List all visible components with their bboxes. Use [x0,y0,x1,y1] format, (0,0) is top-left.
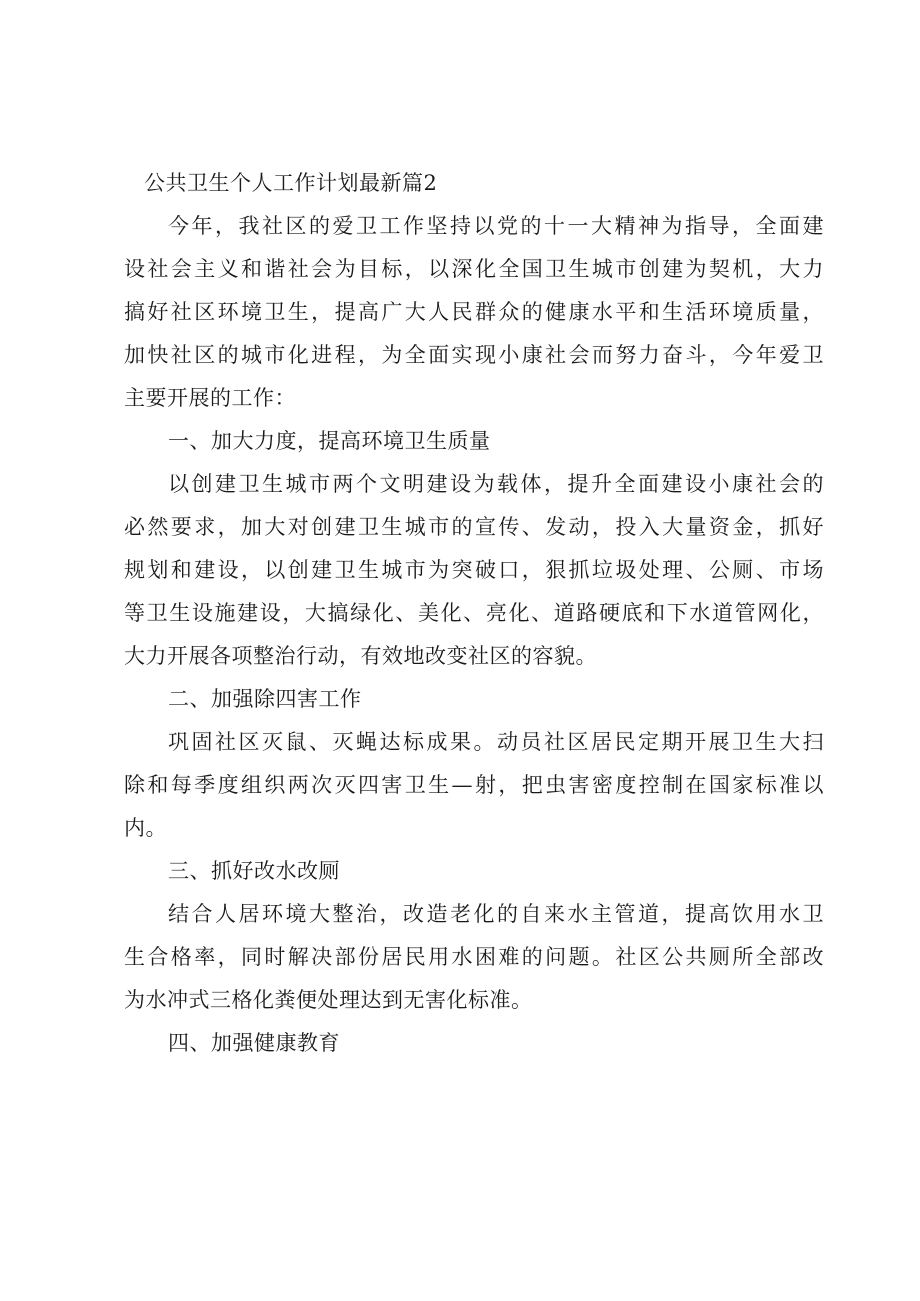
paragraph-line: 等卫生设施建设，大搞绿化、美化、亮化、道路硬底和下水道管网化， [124,601,824,625]
paragraph-line: 设社会主义和谐社会为目标，以深化全国卫生城市创建为契机，大力 [124,257,824,281]
section-heading: 一、加大力度，提高环境卫生质量 [168,429,491,453]
paragraph-line: 规划和建设，以创建卫生城市为突破口，狠抓垃圾处理、公厕、市场 [124,558,824,582]
document-title: 公共卫生个人工作计划最新篇2 [144,171,438,195]
paragraph-line: 为水冲式三格化粪便处理达到无害化标准。 [124,988,533,1012]
paragraph-line: 今年，我社区的爱卫工作坚持以党的十一大精神为指导，全面建 [168,214,824,238]
paragraph-line: 巩固社区灭鼠、灭蝇达标成果。动员社区居民定期开展卫生大扫 [168,730,824,754]
section-heading: 二、加强除四害工作 [168,687,362,711]
paragraph-line: 搞好社区环境卫生，提高广大人民群众的健康水平和生活环境质量， [124,300,824,324]
paragraph-line: 大力开展各项整治行动，有效地改变社区的容貌。 [124,644,597,668]
paragraph-line: 生合格率，同时解决部份居民用水困难的问题。社区公共厕所全部改 [124,945,824,969]
paragraph-line: 主要开展的工作： [124,386,296,410]
section-heading: 四、加强健康教育 [168,1031,340,1055]
paragraph-line: 必然要求，加大对创建卫生城市的宣传、发动，投入大量资金，抓好 [124,515,824,539]
paragraph-line: 结合人居环境大整治，改造老化的自来水主管道，提高饮用水卫 [168,902,824,926]
document-body [124,162,824,1065]
paragraph-line: 除和每季度组织两次灭四害卫生—射，把虫害密度控制在国家标准以 [124,773,824,797]
paragraph-line: 以创建卫生城市两个文明建设为载体，提升全面建设小康社会的 [168,472,824,496]
section-heading: 三、抓好改水改厕 [168,859,340,883]
paragraph-line: 内。 [124,816,167,840]
paragraph-line: 加快社区的城市化进程，为全面实现小康社会而努力奋斗，今年爱卫 [124,343,824,367]
